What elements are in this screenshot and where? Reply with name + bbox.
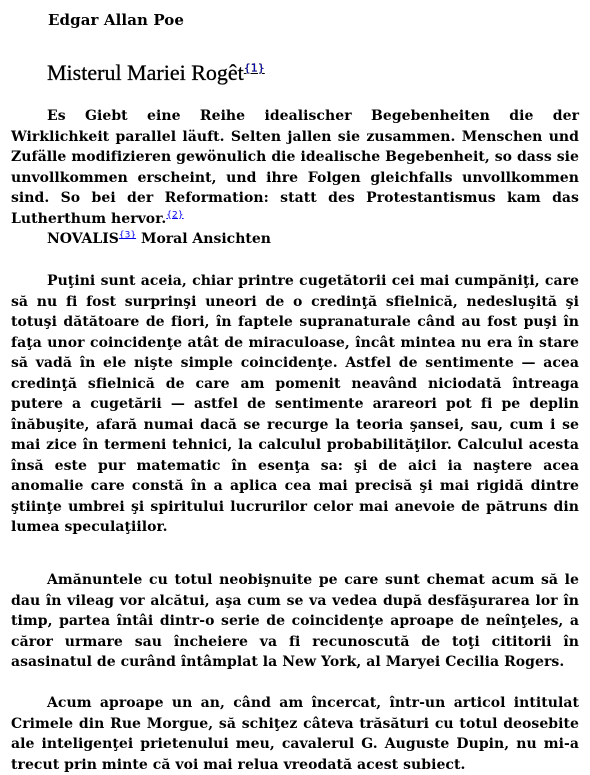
body-paragraph-2: Amănuntele cu totul neobişnuite pe care sunt chemat acum să le dau în vileag vor alcătui, aşa cum se va vedea după desfăşurarea lor în timp, partea întâi dintr-o serie de coincidenţe aproape de neînţeles, a căror urmare sau încheiere va fi recunoscută de toţi cititorii în asasinatul de curând întâmplat la New York, al Maryei Cecilia Rogers.: [11, 572, 579, 670]
attribution-work: Moral Ansichten: [136, 231, 271, 247]
epigraph-paragraph: [11, 106, 579, 229]
attribution-name: NOVALIS: [47, 231, 119, 247]
epigraph-attribution: [47, 229, 271, 250]
epigraph-text: Es Giebt eine Reihe idealischer Begebenheiten die der Wirklichkeit parallel läuft. Selten jallen sie zusammen. Menschen und Zufälle modifizieren gewönulich die idealische Begebenheit, so dass sie unvollkommen erscheint, und ihre Folgen gleichfalls unvollkommen sind. So bei der Reformation: statt des Protestantismus kam das Lutherthum hervor.: [11, 108, 579, 227]
story-title-text: Misterul Mariei Rogêt: [47, 60, 244, 85]
story-title: [47, 60, 265, 86]
body-paragraph-1: Puţini sunt aceia, chiar printre cugetătorii cei mai cumpăniţi, care să nu fi fost surprinşi uneori de o credinţă sfielnică, nedesluşită şi totuşi dătătoare de fiori, în faptele supranaturale când au fost puşi în faţa unor coincidenţe atât de miraculoase, încât mintea nu era în stare să vadă în ele nişte simple coincidenţe. Astfel de sentimente — acea credinţă sfielnică de care am pomenit neavând niciodată întreaga putere a cugetării — astfel de sentimente arareori pot fi pe deplin înăbuşite, afară numai dacă se recurge la teoria şansei, sau, cum i se mai zice în termeni tehnici, la calculul probabilităţilor. Calculul acesta însă este pur matematic în esenţa sa: şi de aici ia naştere acea anomalie care constă în a aplica cea mai precisă şi mai rigidă dintre ştiinţe umbrei şi spiritului lucrurilor celor mai anevoie de pătruns din lumea speculaţiilor.: [11, 273, 579, 535]
body-paragraph-3: Acum aproape un an, când am încercat, într-un articol intitulat Crimele din Rue Morgue, să schiţez câteva trăsături cu totul deosebite ale inteligenţei prietenului meu, cavalerul G. Auguste Dupin, nu mi-a trecut prin minte că voi mai relua vreodată acest subiect.: [11, 695, 579, 773]
footnote-link-2[interactable]: {2}: [166, 209, 184, 220]
author-name: Edgar Allan Poe: [48, 11, 185, 29]
footnote-link-3[interactable]: {3}: [118, 230, 137, 241]
footnote-link-1[interactable]: {1}: [243, 61, 265, 75]
